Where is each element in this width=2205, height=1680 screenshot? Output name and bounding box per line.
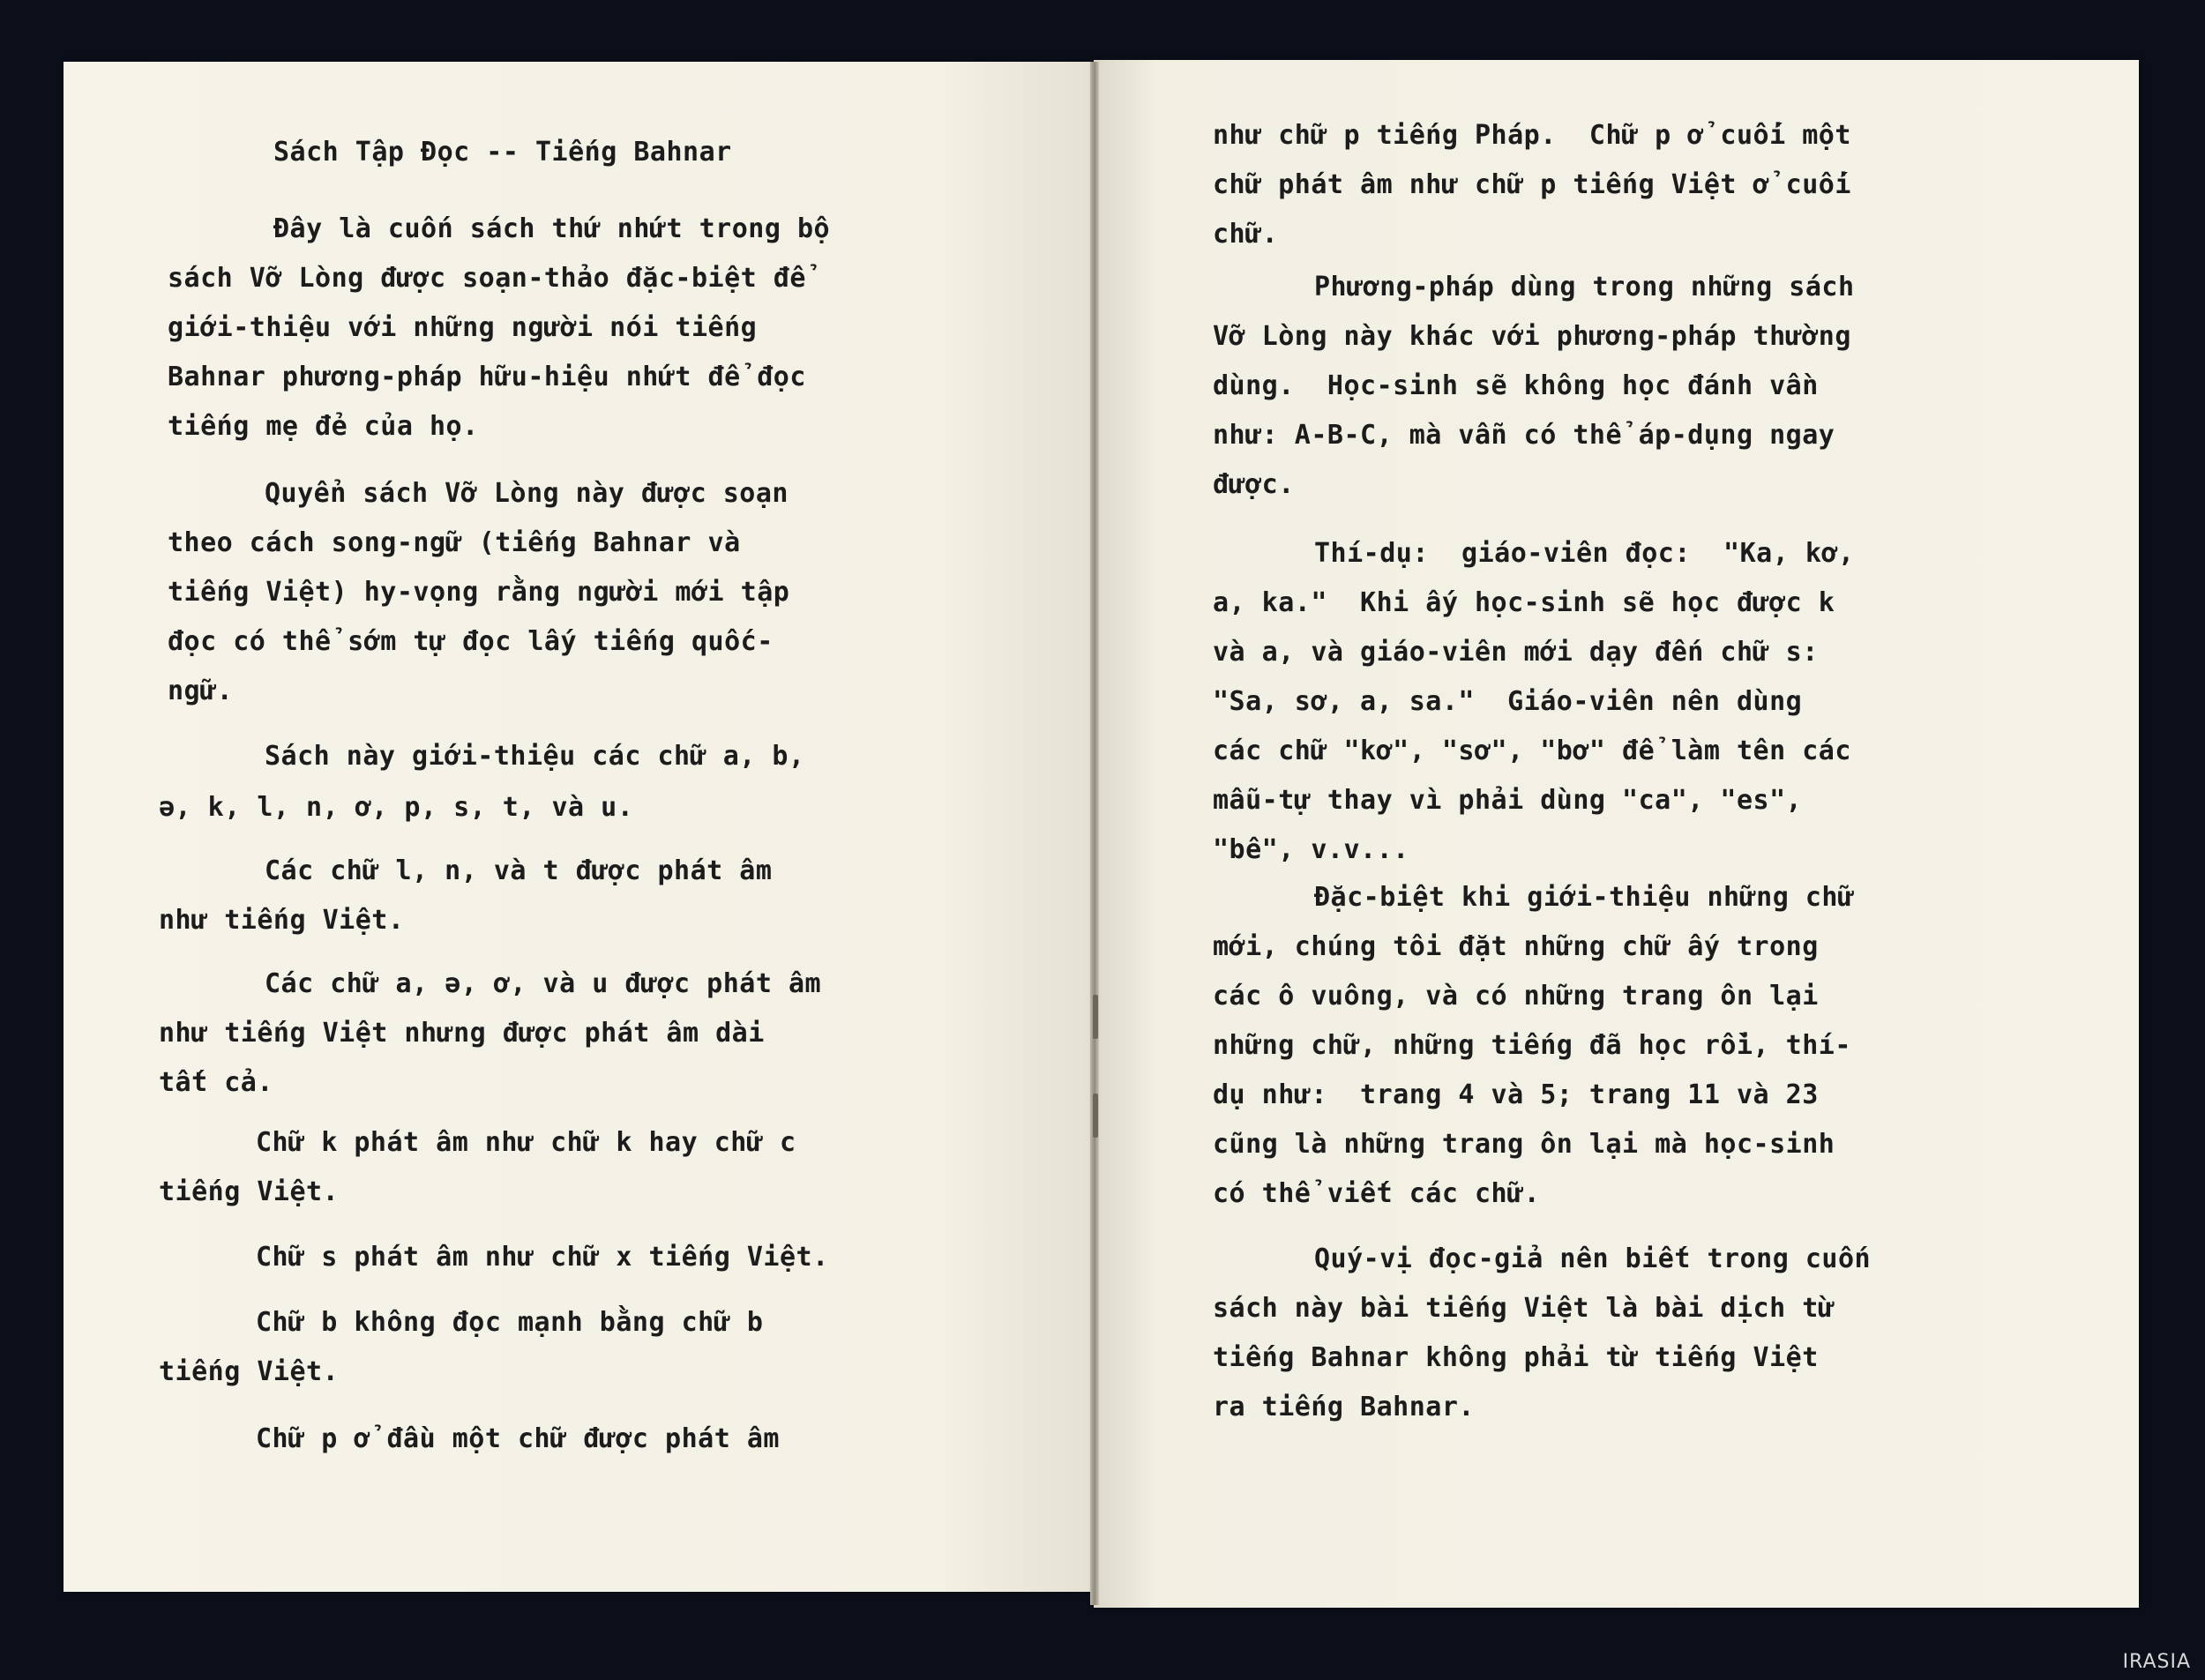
text-line: sách Vỡ Lòng được soạn-thảo đặc-biệt để [168, 263, 806, 294]
text-line: tiếng Việt. [159, 1176, 340, 1207]
text-line: Phương-pháp dùng trong những sách [1314, 272, 1855, 302]
text-line: Chữ s phát âm như chữ x tiếng Việt. [256, 1242, 829, 1273]
text-line: Các chữ l, n, và t được phát âm [265, 855, 773, 886]
text-line: và a, và giáo-viên mới dạy đến chữ s: [1213, 637, 1819, 668]
text-line: như: A-B-C, mà vẫn có thể áp-dụng ngay [1213, 420, 1835, 451]
staple-bottom [1093, 1094, 1098, 1138]
text-line: tiếng Bahnar không phải từ tiếng Việt [1213, 1342, 1819, 1373]
text-line: ra tiếng Bahnar. [1213, 1392, 1475, 1422]
text-line: "bê", v.v... [1213, 834, 1409, 865]
text-line: sách này bài tiếng Việt là bài dịch từ [1213, 1293, 1835, 1324]
text-line: Đây là cuốn sách thứ nhứt trong bộ [273, 213, 831, 244]
text-line: Chữ p ở đầu một chữ được phát âm [256, 1423, 780, 1454]
text-line: như tiếng Việt nhưng được phát âm dài [159, 1018, 765, 1049]
text-line: giới-thiệu với những người nói tiếng [168, 312, 758, 343]
text-line: các ô vuông, và có những trang ôn lại [1213, 981, 1819, 1012]
text-line: Vỡ Lòng này khác với phương-pháp thường [1213, 321, 1851, 352]
text-line: Các chữ a, ə, ơ, và u được phát âm [265, 968, 822, 999]
text-line: Bahnar phương-pháp hữu-hiệu nhứt để đọc [168, 362, 806, 392]
text-line: dùng. Học-sinh sẽ không học đánh vần [1213, 370, 1819, 401]
text-line: như chữ p tiếng Pháp. Chữ p ở cuối một [1213, 120, 1851, 151]
text-line: có thể viết các chữ. [1213, 1178, 1541, 1209]
text-line: Thí-dụ: giáo-viên đọc: "Ka, kơ, [1314, 538, 1855, 569]
text-line: như tiếng Việt. [159, 905, 405, 936]
text-line: ə, k, l, n, ơ, p, s, t, và u. [159, 792, 634, 823]
text-line: Chữ k phát âm như chữ k hay chữ c [256, 1127, 796, 1158]
text-line: những chữ, những tiếng đã học rồi, thí- [1213, 1030, 1851, 1061]
text-line: mới, chúng tôi đặt những chữ ấy trong [1213, 931, 1819, 962]
text-line: chữ phát âm như chữ p tiếng Việt ở cuối [1213, 169, 1851, 200]
text-line: chữ. [1213, 219, 1279, 250]
text-line: tất cả. [159, 1067, 273, 1098]
text-line: Chữ b không đọc mạnh bằng chữ b [256, 1307, 764, 1338]
text-line: theo cách song-ngữ (tiếng Bahnar và [168, 527, 741, 558]
text-line: Sách này giới-thiệu các chữ a, b, [265, 741, 805, 772]
text-line: ngữ. [168, 676, 234, 706]
text-line: được. [1213, 469, 1295, 500]
staple-top [1093, 995, 1098, 1039]
book-gutter [1090, 62, 1099, 1605]
text-line: các chữ "kơ", "sơ", "bơ" để làm tên các [1213, 735, 1851, 766]
text-line: dụ như: trang 4 và 5; trang 11 và 23 [1213, 1079, 1819, 1110]
text-line: mẫu-tự thay vì phải dùng "ca", "es", [1213, 785, 1803, 816]
text-line: tiếng mẹ đẻ của họ. [168, 411, 479, 442]
text-line: Quyển sách Vỡ Lòng này được soạn [265, 478, 789, 509]
text-line: tiếng Việt) hy-vọng rằng người mới tập [168, 577, 790, 608]
text-line: Đặc-biệt khi giới-thiệu những chữ [1314, 882, 1855, 913]
text-line: đọc có thể sớm tự đọc lấy tiếng quốc- [168, 626, 774, 657]
text-line: Quý-vị đọc-giả nên biết trong cuốn [1314, 1243, 1872, 1274]
page-title: Sách Tập Đọc -- Tiếng Bahnar [273, 137, 732, 168]
text-line: a, ka." Khi ấy học-sinh sẽ học được k [1213, 587, 1835, 618]
text-line: "Sa, sơ, a, sa." Giáo-viên nên dùng [1213, 686, 1803, 717]
text-line: cũng là những trang ôn lại mà học-sinh [1213, 1129, 1835, 1160]
text-line: tiếng Việt. [159, 1356, 340, 1387]
watermark: IRASIA [2122, 1651, 2191, 1673]
